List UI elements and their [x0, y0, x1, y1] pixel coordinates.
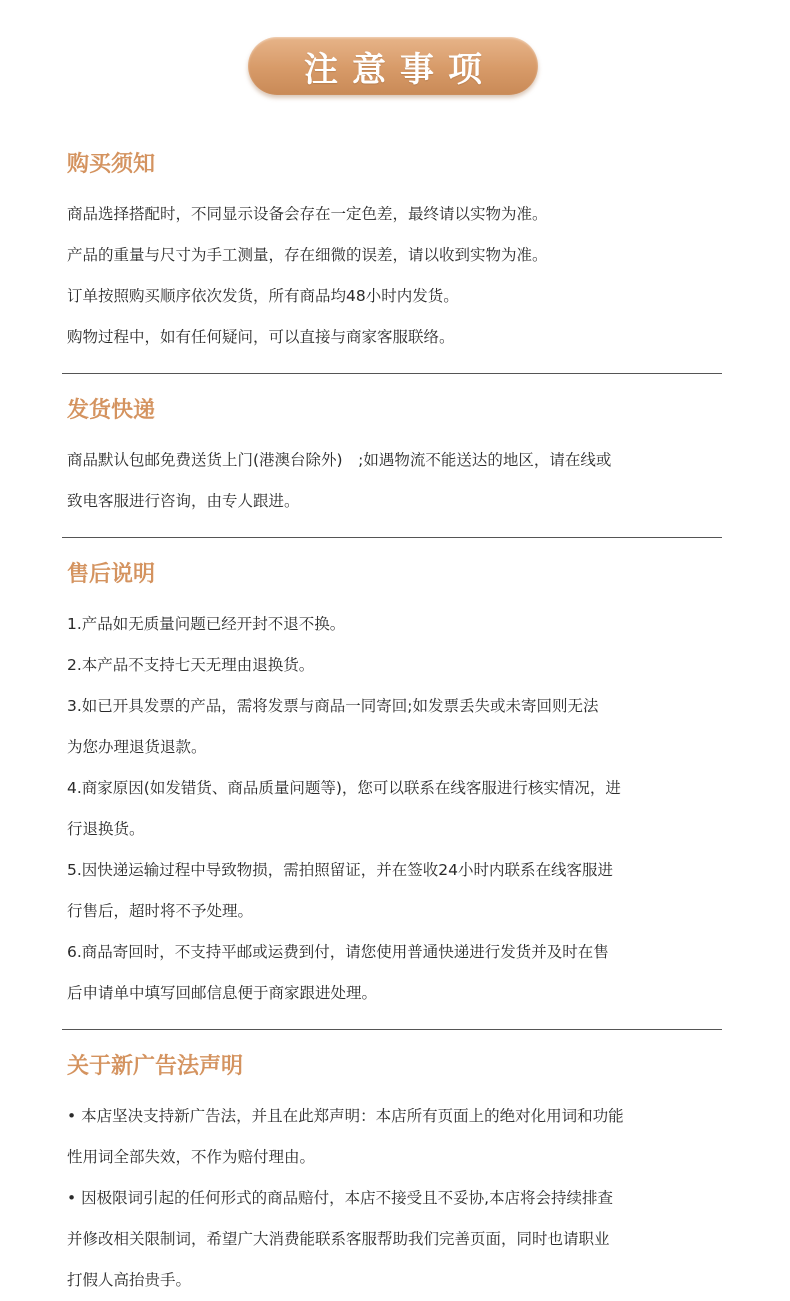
text-line: 购物过程中，如有任何疑问，可以直接与商家客服联络。: [67, 328, 455, 346]
section-ad-law-statement: [67, 1052, 727, 1301]
notice-content: [67, 150, 727, 1301]
text-line: 商品选择搭配时，不同显示设备会存在一定色差，最终请以实物为准。: [67, 205, 548, 223]
section-divider: [62, 1029, 722, 1030]
text-line: 打假人高抬贵手。: [67, 1271, 192, 1289]
page-title: 注意事项: [304, 49, 496, 90]
section-after-sales: [67, 560, 727, 1014]
text-line: 行退换货。: [67, 820, 145, 838]
section-divider: [62, 373, 722, 374]
text-line: 3.如已开具发票的产品，需将发票与商品一同寄回;如发票丢失或未寄回则无法: [67, 697, 599, 715]
section-title: 发货快递: [67, 398, 156, 423]
text-line: 为您办理退货退款。: [67, 738, 207, 756]
text-line: • 本店坚决支持新广告法，并且在此郑声明：本店所有页面上的绝对化用词和功能: [67, 1107, 624, 1125]
text-line: 4.商家原因(如发错货、商品质量问题等)，您可以联系在线客服进行核实情况，进: [67, 779, 621, 797]
text-line: 性用词全部失效，不作为赔付理由。: [67, 1148, 316, 1166]
section-title: 售后说明: [67, 562, 156, 587]
section-title: 购买须知: [67, 152, 156, 177]
text-line: 5.因快递运输过程中导致物损，需拍照留证，并在签收24小时内联系在线客服进: [67, 861, 614, 879]
text-line: 1.产品如无质量问题已经开封不退不换。: [67, 615, 346, 633]
text-line: 并修改相关限制词，希望广大消费能联系客服帮助我们完善页面，同时也请职业: [67, 1230, 610, 1248]
text-line: 6.商品寄回时，不支持平邮或运费到付，请您使用普通快递进行发货并及时在售: [67, 943, 609, 961]
section-title: 关于新广告法声明: [67, 1054, 244, 1079]
text-line: • 因极限词引起的任何形式的商品赔付，本店不接受且不妥协,本店将会持续排查: [67, 1189, 613, 1207]
section-shipping: [67, 396, 727, 522]
text-line: 致电客服进行咨询，由专人跟进。: [67, 492, 300, 510]
text-line: 商品默认包邮免费送货上门(港澳台除外) ;如遇物流不能送达的地区，请在线或: [67, 451, 612, 469]
text-line: 订单按照购买顺序依次发货，所有商品均48小时内发货。: [67, 287, 459, 305]
text-line: 产品的重量与尺寸为手工测量，存在细微的误差，请以收到实物为准。: [67, 246, 548, 264]
header-banner: [248, 37, 538, 95]
section-divider: [62, 537, 722, 538]
text-line: 后申请单中填写回邮信息便于商家跟进处理。: [67, 984, 378, 1002]
text-line: 2.本产品不支持七天无理由退换货。: [67, 656, 315, 674]
text-line: 行售后，超时将不予处理。: [67, 902, 254, 920]
section-purchase-notes: [67, 150, 727, 358]
